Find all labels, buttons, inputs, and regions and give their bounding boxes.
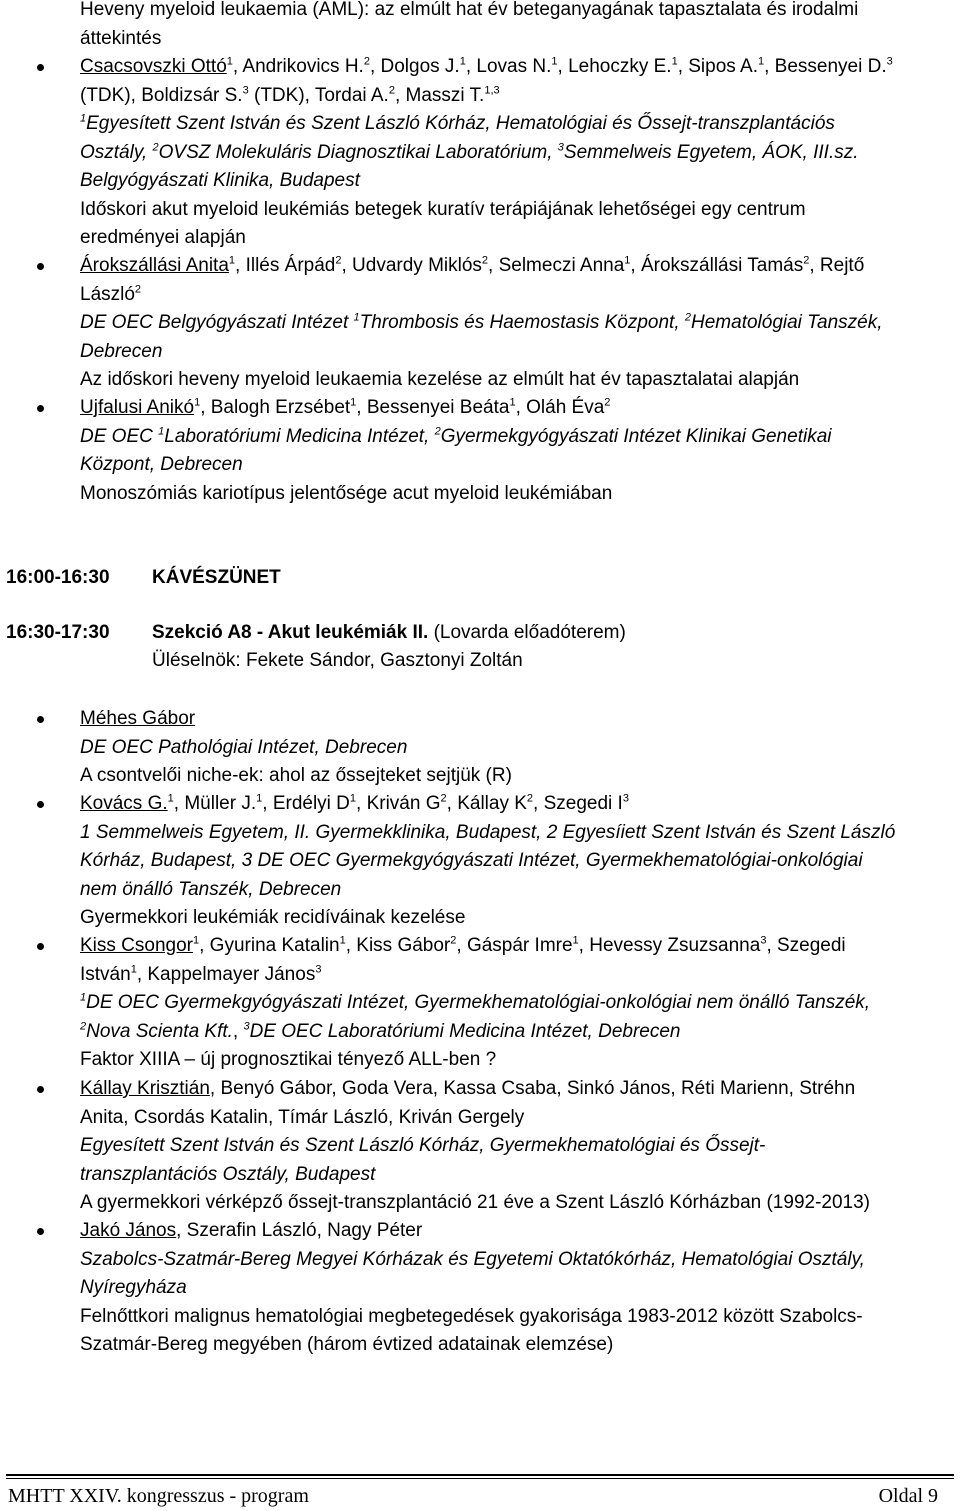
authors-line: Kiss Csongor$^1$, Gyurina Katalin$^1$, Kiss Gábor$^2$, Gáspár Imre$^1$, Hevessy Zsuzsanna$^3$, Szegedi	[0, 932, 960, 961]
talk-title: Monoszómiás kariotípus jelentősége acut myeloid leukémiában	[80, 482, 613, 504]
affiliation-line: $^1$Egyesített Szent István és Szent László Kórház, Hematológiai és Őssejt-transzplantációs	[80, 112, 835, 134]
authors-line: Jakó János, Szerafin László, Nagy Péter	[0, 1217, 960, 1246]
affiliation-line: Egyesített Szent István és Szent László Kórház, Gyermekhematológiai és Őssejt-	[80, 1135, 766, 1156]
affiliation-line: Belgyógyászati Klinika, Budapest	[80, 170, 360, 191]
break-time: 16:00-16:30	[6, 567, 110, 588]
talk-title: A gyermekkori vérképző őssejt-transzplantáció 21 éve a Szent László Kórházban (1992-2013)	[80, 1192, 870, 1213]
authors-line: Kállay Krisztián, Benyó Gábor, Goda Vera, Kassa Csaba, Sinkó János, Réti Marienn, Stréhn	[0, 1075, 960, 1104]
affiliation-line: Szabolcs-Szatmár-Bereg Megyei Kórházak és Egyetemi Oktatókórház, Hematológiai Osztály,	[80, 1248, 865, 1270]
affiliation-line: nem önálló Tanszék, Debrecen	[80, 878, 342, 900]
footer-title: MHTT XXIV. kongresszus - program	[8, 1485, 309, 1507]
affiliation-line: 1 Semmelweis Egyetem, II. Gyermekklinika, Budapest, 2 Egyesíiett Szent István és Szent László	[80, 821, 896, 843]
presenter-name[interactable]: Méhes Gábor	[80, 708, 196, 729]
bullet-icon	[37, 263, 44, 270]
presenter-name[interactable]: Csacsovszki Ottó	[80, 56, 227, 77]
presentation-entry	[0, 1217, 960, 1360]
affiliation-line: Kórház, Budapest, 3 DE OEC Gyermekgyógyászati Intézet, Gyermekhematológiai-onkológiai	[80, 850, 863, 871]
session-time: 16:30-17:30	[6, 622, 110, 643]
bullet-icon	[37, 64, 44, 71]
authors-line: Anita, Csordás Katalin, Tímár László, Kriván Gergely	[80, 1106, 525, 1128]
bullet-icon	[37, 1228, 44, 1235]
affiliation-line: Osztály, $^2$OVSZ Molekuláris Diagnosztikai Laboratórium, $^3$Semmelweis Egyetem, ÁOK, III.sz.	[80, 141, 859, 163]
affiliation-line: Nyíregyháza	[80, 1277, 187, 1298]
continuation-entry	[0, 0, 960, 53]
bullet-icon	[37, 801, 44, 808]
footer-divider	[6, 1478, 954, 1479]
session-chairs: Üléselnök: Fekete Sándor, Gasztonyi Zoltán	[152, 650, 523, 671]
presenter-name[interactable]: Kállay Krisztián	[80, 1078, 210, 1099]
presenter-name[interactable]: Ujfalusi Anikó	[80, 397, 195, 418]
affiliation-line: $^1$DE OEC Gyermekgyógyászati Intézet, Gyermekhematológiai-onkológiai nem önálló Tanszék,	[80, 991, 871, 1013]
page-number: Oldal 9	[878, 1485, 938, 1507]
talk-title: Gyermekkori leukémiák recidíváinak kezelése	[80, 907, 466, 928]
authors-line	[0, 705, 960, 734]
authors-line: Árokszállási Anita$^1$, Illés Árpád$^2$, Udvardy Miklós$^2$, Selmeczi Anna$^1$, Árokszállási Tamás$^2$, Rejtő	[0, 252, 960, 281]
affiliation-line: $^2$Nova Scienta Kft., $^3$DE OEC Laboratóriumi Medicina Intézet, Debrecen	[80, 1020, 681, 1042]
authors-line: Csacsovszki Ottó$^1$, Andrikovics H.$^2$, Dolgos J.$^1$, Lovas N.$^1$, Lehoczky E.$^1$, Sipos A.$^1$, Bessenyei D.$^3$	[0, 53, 960, 82]
authors-line: Kovács G.$^1$, Müller J.$^1$, Erdélyi $D^1$, Kriván $G^2$, Kállay $K^2$, Szegedi $I^3$	[0, 790, 960, 819]
authors-line: Ujfalusi Anikó$^1$, Balogh Erzsébet$^1$, Bessenyei Beáta$^1$, Oláh Éva$^2$	[0, 394, 960, 423]
presentation-entry	[0, 252, 960, 395]
presenter-name[interactable]: Kiss Csongor	[80, 935, 193, 956]
presenter-name[interactable]: Kovács G.	[80, 793, 168, 814]
authors-line: (TDK), Boldizsár S.$^3$ (TDK), Tordai A.$^2$, Masszi T.$^{1,3}$	[80, 84, 500, 106]
talk-title: Szatmár-Bereg megyében (három évtized adatainak elemzése)	[80, 1334, 614, 1355]
talk-title: Heveny myeloid leukaemia (AML): az elmúlt hat év beteganyagának tapasztalata és irodalmi	[80, 0, 859, 20]
talk-title: áttekintés	[80, 27, 162, 49]
presentation-entry	[0, 932, 960, 1075]
talk-title: Felnőttkori malignus hematológiai megbetegedések gyakorisága 1983-2012 között Szabolcs-	[80, 1305, 863, 1327]
affiliation-line: DE OEC $^1$Laboratóriumi Medicina Intézet, $^2$Gyermekgyógyászati Intézet Klinikai Genetikai	[80, 425, 832, 447]
bullet-icon	[37, 1086, 44, 1093]
bullet-icon	[37, 405, 44, 412]
footer-divider	[6, 1474, 954, 1476]
session-room: (Lovarda előadóterem)	[428, 622, 626, 643]
presentation-entry	[0, 53, 960, 253]
affiliation-line: Központ, Debrecen	[80, 454, 243, 475]
talk-title: Faktor XIIIA – új prognosztikai tényező ALL-ben ?	[80, 1049, 497, 1070]
presentation-entry	[0, 1075, 960, 1218]
presenter-name[interactable]: Árokszállási Anita	[80, 255, 229, 276]
presentation-entry	[0, 394, 960, 508]
presentation-entry	[0, 705, 960, 791]
talk-title: eredményei alapján	[80, 227, 246, 248]
affiliation-line: DE OEC Belgyógyászati Intézet $^1$Thrombosis és Haemostasis Központ, $^2$Hematológiai Tanszék,	[80, 311, 883, 333]
bullet-icon	[37, 943, 44, 950]
authors-line: István$^1$, Kappelmayer János$^3$	[80, 963, 322, 985]
affiliation-line: Debrecen	[80, 340, 163, 362]
affiliation-line: transzplantációs Osztály, Budapest	[80, 1163, 376, 1185]
talk-title: Az időskori heveny myeloid leukaemia kezelése az elmúlt hat év tapasztalatai alapján	[80, 369, 800, 390]
presentation-entry	[0, 790, 960, 933]
affiliation-line: DE OEC Pathológiai Intézet, Debrecen	[80, 736, 408, 758]
session-title: Szekció A8 - Akut leukémiák II.	[152, 622, 429, 643]
talk-title: A csontvelői niche-ek: ahol az őssejteket sejtjük (R)	[80, 765, 512, 786]
talk-title: Időskori akut myeloid leukémiás betegek kuratív terápiájának lehetőségei egy centrum	[80, 198, 806, 220]
presenter-name[interactable]: Jakó János	[80, 1220, 177, 1241]
bullet-icon	[37, 716, 44, 723]
authors-line: László$^2$	[80, 283, 142, 305]
break-label: KÁVÉSZÜNET	[152, 567, 281, 588]
